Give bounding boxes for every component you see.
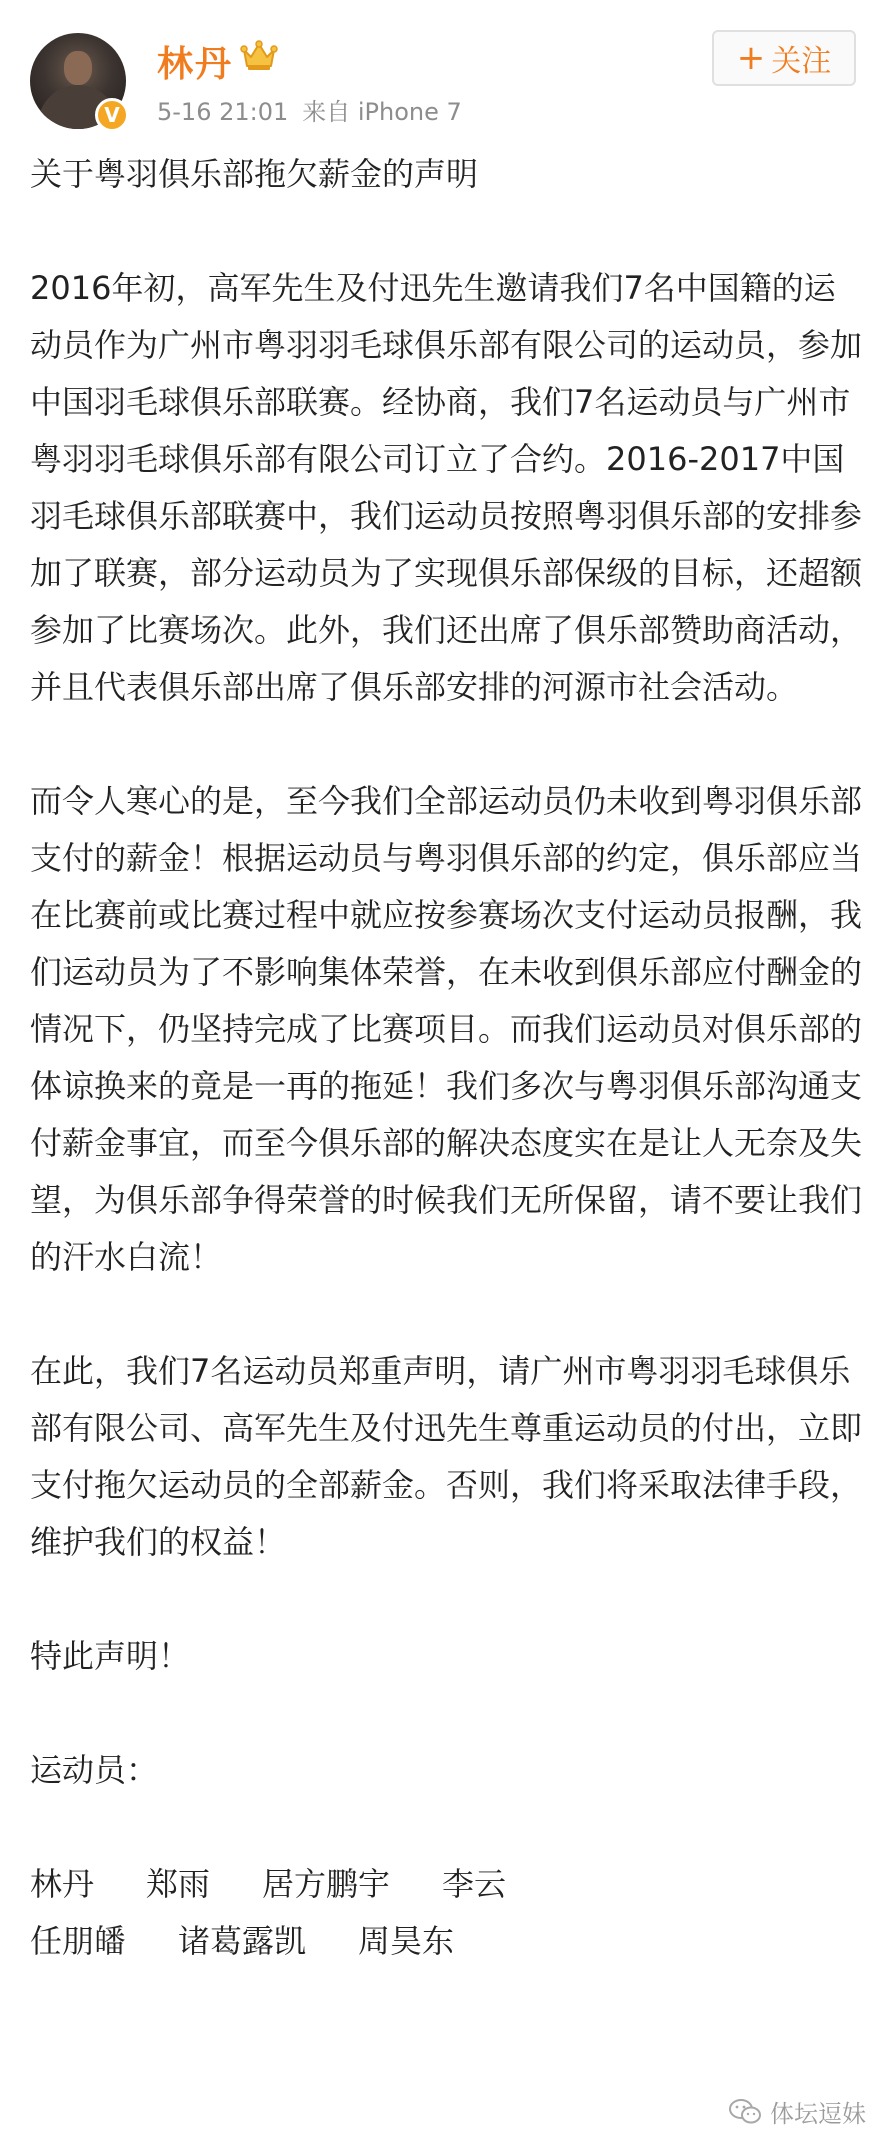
signers-label: 运动员：: [30, 1751, 159, 1789]
follow-label: 关注: [771, 44, 832, 79]
signer-name: 李云: [442, 1865, 507, 1903]
signers-row: [30, 1856, 865, 1913]
statement-paragraph-1: 2016年初，高军先生及付迅先生邀请我们7名中国籍的运动员作为广州市粤羽羽毛球俱乐部有限公司的运动员，参加中国羽毛球俱乐部联赛。经协商，我们7名运动员与广州市粤羽羽毛球俱乐部有限公司订立了合约。2016-2017中国羽毛球俱乐部联赛中，我们运动员按照粤羽俱乐部的安排参加了联赛，部分运动员为了实现俱乐部保级的目标，还超额参加了比赛场次。此外，我们还出席了俱乐部赞助商活动，并且代表俱乐部出席了俱乐部安排的河源市社会活动。: [30, 269, 863, 706]
signer-name: 郑雨: [146, 1865, 211, 1903]
statement-paragraph-2: 而令人寒心的是，至今我们全部运动员仍未收到粤羽俱乐部支付的薪金！根据运动员与粤羽俱乐部的约定，俱乐部应当在比赛前或比赛过程中就应按参赛场次支付运动员报酬，我们运动员为了不影响集体荣誉，在未收到俱乐部应付酬金的情况下，仍坚持完成了比赛项目。而我们运动员对俱乐部的体谅换来的竟是一再的拖延！我们多次与粤羽俱乐部沟通支付薪金事宜，而至今俱乐部的解决态度实在是让人无奈及失望，为俱乐部争得荣誉的时候我们无所保留，请不要让我们的汗水白流！: [30, 782, 863, 1276]
author-name[interactable]: 林丹: [157, 44, 234, 85]
plus-icon: +: [736, 38, 766, 78]
wechat-icon: [728, 2098, 762, 2126]
signers-list: [30, 1856, 865, 1970]
post-body: [30, 146, 865, 1970]
statement-closing: 特此声明！: [30, 1637, 191, 1675]
post-header: [0, 0, 887, 150]
signer-name: 周昊东: [358, 1922, 455, 1960]
statement-title: 关于粤羽俱乐部拖欠薪金的声明: [30, 155, 479, 193]
watermark: [728, 2094, 866, 2129]
statement-paragraph-3: 在此，我们7名运动员郑重声明，请广州市粤羽羽毛球俱乐部有限公司、高军先生及付迅先生尊重运动员的付出，立即支付拖欠运动员的全部薪金。否则，我们将采取法律手段，维护我们的权益！: [30, 1352, 863, 1561]
signer-name: 居方鹏宇: [262, 1865, 391, 1903]
signers-row: [30, 1913, 865, 1970]
crown-icon: [240, 40, 278, 72]
post-timestamp: 5-16 21:01: [157, 98, 289, 126]
watermark-text: 体坛逗妹: [770, 2100, 866, 2128]
signer-name: 诸葛露凯: [178, 1922, 307, 1960]
signer-name: 林丹: [30, 1865, 95, 1903]
avatar-head: [64, 51, 92, 85]
signer-name: 任朋皤: [30, 1922, 127, 1960]
post-meta: [157, 92, 462, 127]
post-source: 来自 iPhone 7: [302, 98, 462, 126]
follow-button[interactable]: [712, 30, 856, 86]
verified-badge-icon: V: [95, 98, 129, 132]
